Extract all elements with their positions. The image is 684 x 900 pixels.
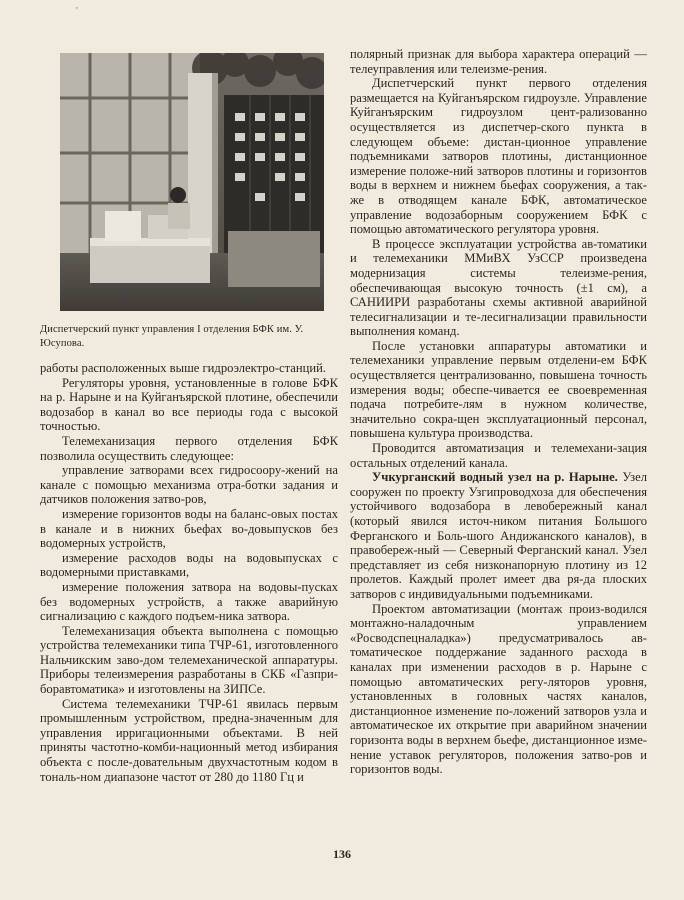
left-text-column	[40, 361, 338, 784]
paragraph: Телемеханизация первого отделения БФК позволила осуществить следующее:	[40, 433, 338, 463]
section-body: Узел сооружен по проекту Узгипроводхоза для обеспечения устойчивого водозабора в левобережный канал (который явился источ-ником питания Большого Ферганского и Боль-шого Андижанского каналов), в правобереж-ный — Северный Ферганский канал. Узел представляет из себя низконапорную плотину из 12 пролетов. Каждый пролет имеет два ря-да плоских затворов с индивидуальными подъемниками.	[350, 470, 647, 601]
right-text-column	[350, 47, 647, 777]
paragraph: Проводится автоматизация и телемехани-зация остальных отделений канала.	[350, 441, 647, 470]
section-paragraph	[350, 470, 647, 601]
paragraph: Телемеханизация объекта выполнена с помощью устройства телемеханики типа ТЧР-61, изготовленного Нальчикским заво-дом телемеханической аппаратуры. Приборы телеизмерения разработаны в СКБ «Газпри-боравтоматика» и изготовлены на ЗИПСе.	[40, 623, 338, 697]
paragraph: управление затворами всех гидросоору-жений на канале с помощью механизма отра-ботки задания и датчиков положения затво-ров,	[40, 463, 338, 507]
photo-caption: Диспетчерский пункт управления I отделения БФК им. У. Юсупова.	[40, 324, 304, 349]
paragraph: измерение положения затвора на водовы-пусках без водомерных устройств, а также аварийную сигнализацию с каждого подъем-ника затвора.	[40, 579, 338, 624]
dispatch-room-photo	[60, 53, 324, 311]
page-number: 136	[333, 847, 351, 861]
section-heading: Учкурганский водный узел на р. Нарыне.	[372, 470, 618, 485]
paragraph: В процессе эксплуатации устройства ав-томатики и телемеханики ММиВХ УзССР произведена модернизация системы телеизме-рения, обеспечивающая высокую точность (±1 см), а САНИИРИ разработаны схемы активной аварийной телесигнализации и те-лесигнализации правильности выполнения команд.	[350, 236, 647, 339]
paragraph: полярный признак для выбора характера операций — телеуправления или телеизме-рения.	[350, 47, 647, 76]
paragraph: Система телемеханики ТЧР-61 явилась первым промышленным устройством, предна-значенным для управления ирригационными объектами. В ней приняты частотно-комби-национный метод избирания объекта с после-довательным двухчастотным кодом в тональ-ном диапазоне частот от 280 до 1180 Гц и	[40, 696, 338, 784]
paragraph: Диспетчерский пункт первого отделения размещается на Куйганъярском гидроузле. Управление Куйганъярским гидроузлом цент-рализованно осуществляется из диспетчер-ского пункта в следующем объеме: дистан-ционное управление подъемниками затворов плотины, дистанционное измерение положе-ний затворов плотины и горизонтов воды в верхнем и нижнем бьефах сооружения, а так-же в отводящем канале БФК, автоматическое управление водозаборным сооружением БФК с помощью автоматического регулятора уровня.	[350, 76, 647, 237]
paragraph: работы расположенных выше гидроэлектро-станций.	[40, 361, 326, 375]
paragraph: Регуляторы уровня, установленные в голове БФК на р. Нарыне и на Куйганъярской плотине, обеспечили водозабор в канал во все периоды года с высокой точностью.	[40, 375, 338, 434]
paragraph: Проектом автоматизации (монтаж произ-водился монтажно-наладочным управлением «Росводспецналадка») предусматривалось ав-томатическое поддержание заданного расхода в каналах при изменении расходов в р. Нарыне с помощью автоматических регу-ляторов уровня, установленных в головных частях каналов, дистанционное изменение по-ложений затворов узла и автоматическое их открытие при аварийном значении горизонта воды в верхнем бьефе, дистанционное изме-нение уставок регуляторов, положения затво-ров и горизонтов воды.	[350, 601, 647, 777]
paragraph: После установки аппаратуры автоматики и телемеханики управление первым отделени-ем БФК осуществляется централизованно, повышена точность измерения воды; обеспе-чивается ее своевременная подача потребите-лям в нужном количестве, значительно сокра-щен эксплуатационный персонал, повышена культура производства.	[350, 338, 647, 441]
stray-mark: '	[76, 6, 78, 17]
paragraph: измерение горизонтов воды на баланс-овых постах в канале и в нижних бьефах во-довыпусков без водомерных устройств,	[40, 506, 338, 551]
paragraph: измерение расходов воды на водовыпусках с водомерными приставками,	[40, 550, 338, 580]
